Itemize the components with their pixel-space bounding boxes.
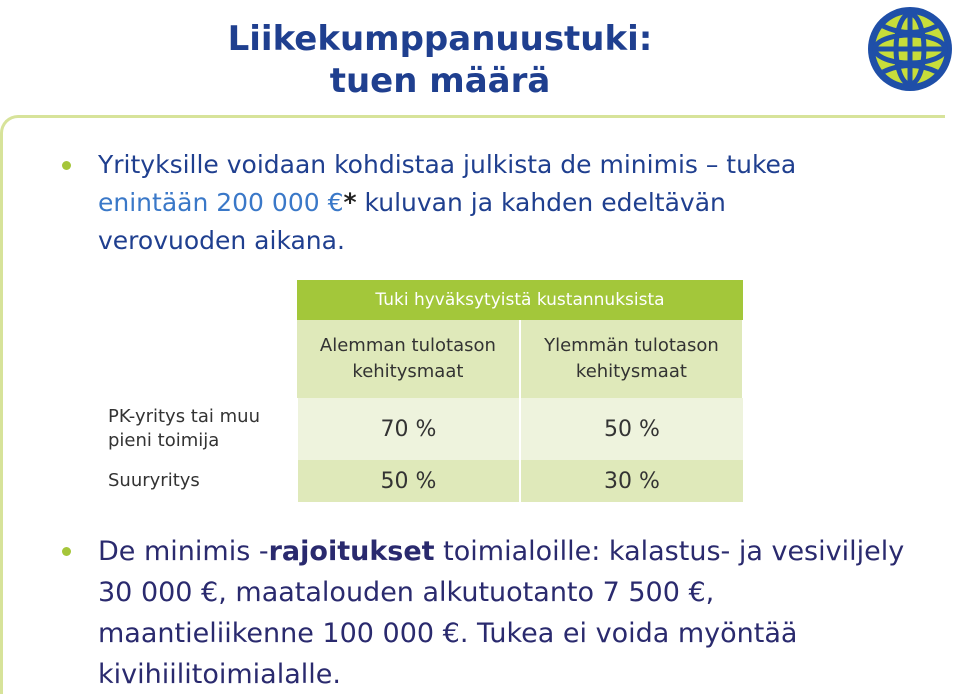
page-title	[190, 18, 690, 102]
table-header-row	[100, 280, 743, 320]
bullet1-highlight: enintään 200 000 €	[98, 188, 344, 217]
bullet-support-amount	[98, 146, 858, 260]
col-header-upper-income: Ylemmän tulotason kehitysmaat	[520, 320, 743, 398]
bullet1-text-1: Yrityksille voidaan kohdistaa julkista de minimis – tukea	[98, 150, 797, 179]
row-label-sme: PK-yritys tai muu pieni toimija	[108, 406, 260, 451]
table-row	[100, 460, 743, 502]
support-table	[100, 280, 744, 502]
table-corner-2	[100, 320, 297, 398]
globe-logo-icon	[865, 4, 955, 94]
cell-large-upper: 30 %	[520, 460, 743, 502]
cell-large-lower: 50 %	[297, 460, 520, 502]
bullet2-text-2: toimialoille: kalastus- ja vesiviljely 30 000 €, maatalouden alkutuotanto 7 500 €, maantieliikenne 100 000 €. Tukea ei voida myöntää kivihiilitoimialalle.	[98, 536, 905, 690]
cell-sme-upper: 50 %	[520, 398, 743, 460]
col-header-lower-income: Alemman tulotason kehitysmaat	[297, 320, 520, 398]
bullet-restrictions	[98, 531, 928, 695]
table-corner	[100, 280, 297, 320]
bullet1-text-2: kuluvan ja kahden edeltävän verovuoden aikana.	[98, 188, 726, 255]
bullet2-text-1: De minimis -	[98, 536, 269, 567]
title-line-1: Liikekumppanuustuki:	[227, 19, 653, 59]
row-label-large: Suuryritys	[108, 470, 200, 491]
bullet2-bold: rajoitukset	[268, 536, 435, 567]
table-subheader-row	[100, 320, 743, 398]
title-line-2: tuen määrä	[329, 61, 551, 101]
table-row	[100, 398, 743, 460]
bullet1-star: *	[343, 188, 357, 217]
table-header: Tuki hyväksytyistä kustannuksista	[297, 280, 743, 320]
cell-sme-lower: 70 %	[297, 398, 520, 460]
